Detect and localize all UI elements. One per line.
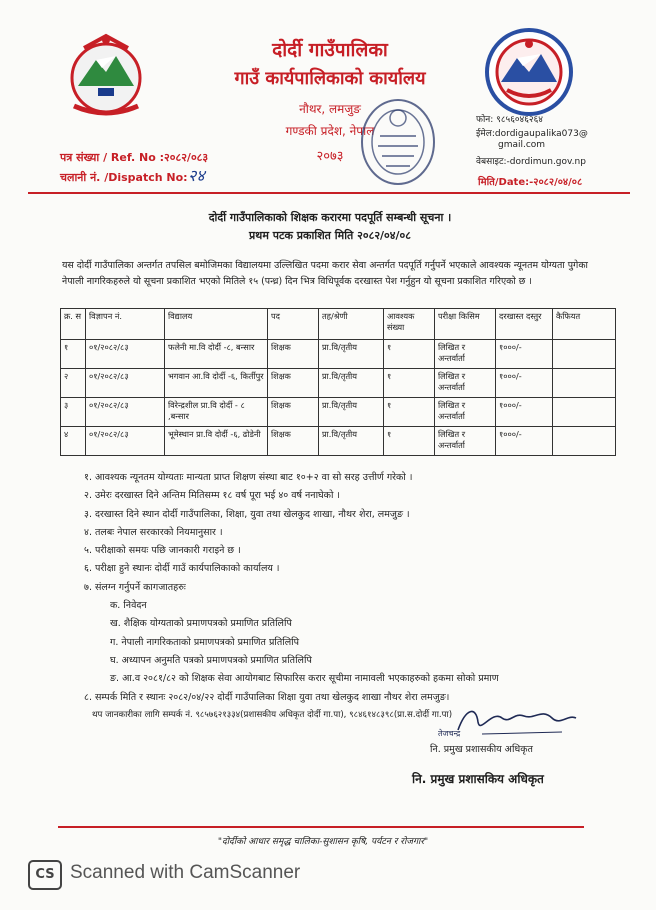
office-province: गण्डकी प्रदेश, नेपाल	[285, 124, 375, 138]
cell-school: भगवान आ.वि दोर्दी -६, किर्तीपुर	[165, 369, 268, 398]
col-remarks: कैफियत	[553, 309, 616, 340]
contact-info: थप जानकारीका लागि सम्पर्क नं. ९८५७६२१३३४(प्रशासकीय अधिकृत दोर्दी गा.पा), ९८४६१४८३९८(प्रा.स.दोर्दी गा.पा)	[92, 709, 453, 720]
cell-remarks	[553, 398, 616, 427]
cell-exam-type: लिखित र अन्तर्वार्ता	[435, 340, 496, 369]
cell-count: १	[384, 398, 435, 427]
cell-level: प्रा.वि/तृतीय	[319, 427, 384, 456]
table-row	[61, 369, 616, 398]
col-level: तह/श्रेणी	[319, 309, 384, 340]
document-item: ग. नेपाली नागरिकताको प्रमाणपत्रको प्रमाणित प्रतिलिपि	[110, 636, 299, 648]
vacancy-table	[60, 308, 616, 456]
cell-school: विरेन्द्रशील प्रा.वि दोर्दी - ८ ,बन्सार	[165, 398, 268, 427]
notice-intro: यस दोर्दी गाउँपालिका अन्तर्गत तपसिल बमोजिमका विद्यालयमा उल्लिखित पदमा करार सेवा अन्तर्गत पदपूर्ति गर्नुपर्ने भएकाले आवश्यक न्यूनतम योग्यता पुगेका नेपाली नागरिकहरुले यो सूचना प्रकाशित भएको मितिले १५ (पन्ध्र) दिन भित्र विधिपूर्वक दरखास्त पेश गर्नुहुन यो सूचना प्रकाशित गरिएको छ ।	[62, 260, 588, 287]
office-title: गाउँ कार्यपालिकाको कार्यालय	[234, 68, 426, 89]
nepal-emblem-logo	[56, 30, 156, 120]
cell-exam-type: लिखित र अन्तर्वार्ता	[435, 369, 496, 398]
notice-conditions	[84, 470, 624, 726]
dispatch-label: चलानी नं. /Dispatch No:	[60, 171, 188, 184]
email-line-2: gmail.com	[498, 140, 546, 150]
condition-item: ६. परीक्षा हुने स्थानः दोर्दी गाउँ कार्यपालिकाको कार्यालय ।	[84, 563, 280, 575]
ref-number: पत्र संख्या / Ref. No :२०८२/०८३	[60, 151, 209, 164]
camscanner-icon: CS	[28, 860, 62, 890]
table-row	[61, 340, 616, 369]
table-row	[61, 398, 616, 427]
col-count: आवश्यक संख्या	[384, 309, 435, 340]
table-row	[61, 427, 616, 456]
signatory-name: तेजचन्द्र	[438, 729, 461, 738]
cell-remarks	[553, 427, 616, 456]
cell-post: शिक्षक	[268, 369, 319, 398]
condition-item: २. उमेरः दरखास्त दिने अन्तिम मितिसम्म १८ वर्ष पूरा भई ४० वर्ष ननाघेको ।	[84, 490, 341, 502]
header-divider	[28, 192, 630, 194]
col-school: विद्यालय	[165, 309, 268, 340]
cell-exam-type: लिखित र अन्तर्वार्ता	[435, 427, 496, 456]
cell-post: शिक्षक	[268, 340, 319, 369]
notice-title: दोर्दी गाउँपालिकाको शिक्षक करारमा पदपूर्ति सम्बन्धी सूचना ।	[208, 211, 452, 224]
officer-signature	[452, 700, 582, 740]
cell-remarks	[553, 340, 616, 369]
cell-count: १	[384, 340, 435, 369]
document-item: घ. अध्यापन अनुमति पत्रको प्रमाणपत्रको प्रमाणित प्रतिलिपि	[110, 654, 312, 666]
cell-sn: ४	[61, 427, 86, 456]
condition-item: ८. सम्पर्क मिति र स्थानः २०८२/०४/२२ दोर्दी गाउँपालिका शिक्षा युवा तथा खेलकुद शाखा नौथर शेरा लमजुङ।	[84, 691, 450, 703]
col-ad-no: विज्ञापन नं.	[86, 309, 165, 340]
cell-sn: ३	[61, 398, 86, 427]
cell-fee: १०००/-	[496, 340, 553, 369]
letter-date: मिति/Date:-२०८२/०४/०८	[478, 177, 583, 188]
phone-number: फोन: ९८५६०४६२६४	[476, 115, 543, 125]
office-name: दोर्दी गाउँपालिका	[272, 39, 388, 61]
cell-school: फलेनी मा.वि दोर्दी -८, बन्सार	[165, 340, 268, 369]
notice-subtitle: प्रथम पटक प्रकाशित मिति २०८२/०४/०८	[249, 229, 411, 242]
office-seal-stamp	[358, 96, 438, 188]
cell-level: प्रा.वि/तृतीय	[319, 340, 384, 369]
cell-count: १	[384, 369, 435, 398]
municipality-logo	[483, 26, 575, 118]
col-exam-type: परीक्षा किसिम	[435, 309, 496, 340]
condition-item: ७. संलग्न गर्नुपर्ने कागजातहरुः	[84, 581, 186, 593]
condition-item: ५. परीक्षाको समयः पछि जानकारी गराइने छ ।	[84, 545, 241, 557]
cell-remarks	[553, 369, 616, 398]
cell-ad-no: ०१/२०८२/८३	[86, 427, 165, 456]
condition-item: ३. दरखास्त दिने स्थान दोर्दी गाउँपालिका, शिक्षा, युवा तथा खेलकुद शाखा, नौथर शेरा, लमजुङ ।	[84, 508, 410, 520]
table-header-row	[61, 309, 616, 340]
cell-fee: १०००/-	[496, 398, 553, 427]
cell-exam-type: लिखित र अन्तर्वार्ता	[435, 398, 496, 427]
cell-ad-no: ०१/२०८२/८३	[86, 369, 165, 398]
signatory-designation: नि. प्रमुख प्रशासकीय अधिकृत	[430, 744, 533, 755]
cell-fee: १०००/-	[496, 427, 553, 456]
cell-sn: २	[61, 369, 86, 398]
dispatch-number: २४	[188, 166, 205, 185]
cell-sn: १	[61, 340, 86, 369]
condition-item: ४. तलबः नेपाल सरकारको नियमानुसार ।	[84, 526, 223, 538]
office-year: २०७३	[316, 149, 344, 164]
condition-item: १. आवश्यक न्यूनतम योग्यताः मान्यता प्राप्त शिक्षण संस्था बाट १०+२ वा सो सरह उत्तीर्ण गरेको ।	[84, 472, 413, 483]
cell-school: भूमेस्थान प्रा.वि दोर्दी -६, ढोडेनी	[165, 427, 268, 456]
footer-slogan: "दोर्दीको आधार समृद्ध चालिका-सुशासन कृषि, पर्यटन र रोजगार"	[217, 837, 429, 847]
col-post: पद	[268, 309, 319, 340]
website: वेबसाइट:-dordimun.gov.np	[476, 157, 586, 167]
email-line-1: ईमेल:dordigaupalika073@	[476, 129, 588, 139]
cell-count: १	[384, 427, 435, 456]
document-item: क. निवेदन	[110, 600, 147, 612]
signatory-designation-bold: नि. प्रमुख प्रशासकिय अधिकृत	[412, 772, 544, 786]
document-item: ङ. आ.व २०८१/८२ को शिक्षक सेवा आयोगबाट सिफारिस करार सूचीमा नामावली भएकाहरुको हकमा सोको प्रमाण	[110, 673, 499, 685]
document-item: ख. शैक्षिक योग्यताको प्रमाणपत्रको प्रमाणित प्रतिलिपि	[110, 618, 292, 630]
cell-level: प्रा.वि/तृतीय	[319, 398, 384, 427]
cell-post: शिक्षक	[268, 398, 319, 427]
camscanner-watermark: Scanned with CamScanner	[70, 862, 301, 883]
footer-divider	[58, 826, 584, 828]
col-sn: क्र. स	[61, 309, 86, 340]
office-address: नौथर, लमजुङ	[299, 102, 361, 116]
cell-post: शिक्षक	[268, 427, 319, 456]
col-fee: दरखास्त दस्तुर	[496, 309, 553, 340]
cell-ad-no: ०१/२०८२/८३	[86, 340, 165, 369]
cell-level: प्रा.वि/तृतीय	[319, 369, 384, 398]
cell-fee: १०००/-	[496, 369, 553, 398]
cell-ad-no: ०१/२०८२/८३	[86, 398, 165, 427]
